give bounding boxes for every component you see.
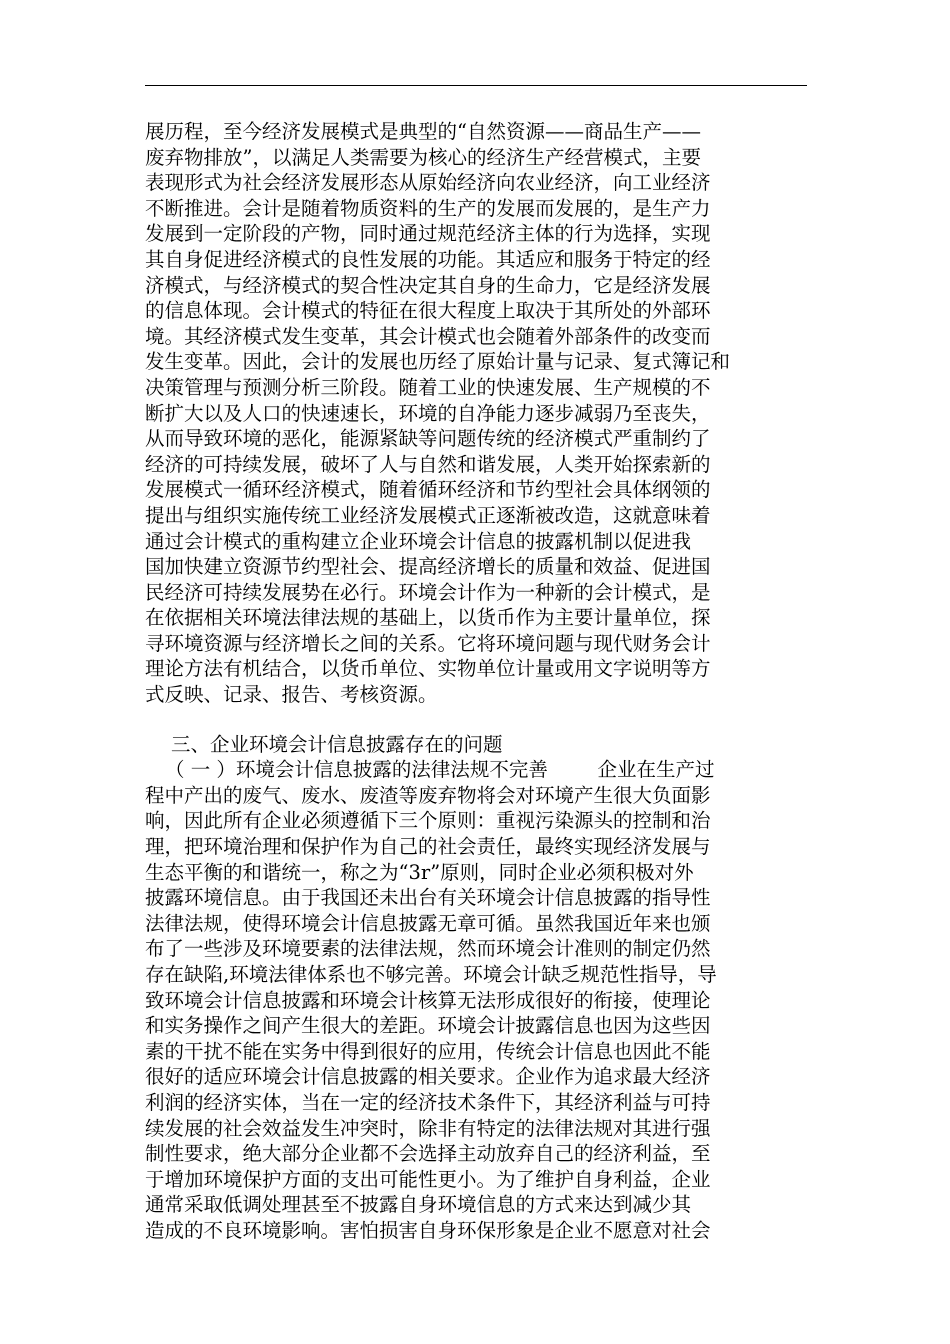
text-line: 其自身促进经济模式的良性发展的功能。其适应和服务于特定的经 bbox=[145, 247, 711, 271]
text-line: 续发展的社会效益发生冲突时，除非有特定的法律法规对其进行强 bbox=[145, 1116, 711, 1140]
header-rule bbox=[145, 85, 807, 86]
text-line: 寻环境资源与经济增长之间的关系。它将环境问题与现代财务会计 bbox=[145, 631, 711, 655]
text-line: 发展模式一循环经济模式，随着循环经济和节约型社会具体纲领的 bbox=[145, 478, 711, 502]
text-line: 济模式，与经济模式的契合性决定其自身的生命力，它是经济发展 bbox=[145, 273, 711, 297]
text-line: 国加快建立资源节约型社会、提高经济增长的质量和效益、促进国 bbox=[145, 555, 711, 579]
paragraph-gap bbox=[145, 708, 807, 732]
text-line: 民经济可持续发展势在必行。环境会计作为一种新的会计模式，是 bbox=[145, 580, 711, 604]
text-line: （ 一 ）环境会计信息披露的法律法规不完善 企业在生产过 bbox=[165, 758, 715, 782]
text-line: 不断推进。会计是随着物质资料的生产的发展而发展的，是生产力 bbox=[145, 196, 711, 220]
paragraph-2 bbox=[145, 757, 807, 1243]
text-line: 的信息体现。会计模式的特征在很大程度上取决于其所处的外部环 bbox=[145, 299, 711, 323]
text-line: 经济的可持续发展，破坏了人与自然和谐发展，人类开始探索新的 bbox=[145, 452, 711, 476]
text-line: 提出与组织实施传统工业经济发展模式正逐渐被改造，这就意味着 bbox=[145, 503, 711, 527]
text-line: 很好的适应环境会计信息披露的相关要求。企业作为追求最大经济 bbox=[145, 1065, 711, 1089]
text-line: 决策管理与预测分析三阶段。随着工业的快速发展、生产规模的不 bbox=[145, 375, 711, 399]
text-line: 存在缺陷,环境法律体系也不够完善。环境会计缺乏规范性指导，导 bbox=[145, 963, 717, 986]
text-line: 发展到一定阶段的产物，同时通过规范经济主体的行为选择，实现 bbox=[145, 222, 711, 246]
text-line: 在依据相关环境法律法规的基础上，以货币作为主要计量单位，探 bbox=[145, 606, 711, 630]
text-line: 境。其经济模式发生变革，其会计模式也会随着外部条件的改变而 bbox=[145, 324, 711, 348]
text-line: 素的干扰不能在实务中得到很好的应用，传统会计信息也因此不能 bbox=[145, 1039, 711, 1063]
text-line: 理论方法有机结合，以货币单位、实物单位计量或用文字说明等方 bbox=[145, 657, 711, 681]
text-line: 从而导致环境的恶化，能源紧缺等问题传统的经济模式严重制约了 bbox=[145, 427, 711, 451]
paragraph-1 bbox=[145, 119, 807, 708]
text-line: 通过会计模式的重构建立企业环境会计信息的披露机制以促进我 bbox=[145, 529, 692, 553]
text-line: 废弃物排放”，以满足人类需要为核心的经济生产经营模式，主要 bbox=[145, 145, 701, 169]
text-line: 致环境会计信息披露和环境会计核算无法形成很好的衔接，使理论 bbox=[145, 988, 711, 1012]
text-line: 响，因此所有企业必须遵循下三个原则：重视污染源头的控制和治 bbox=[145, 809, 711, 833]
document-body bbox=[145, 119, 807, 1244]
text-line: 生态平衡的和谐统一，称之为“3r”原则，同时企业必须积极对外 bbox=[145, 860, 694, 884]
text-line: 制性要求，绝大部分企业都不会选择主动放弃自己的经济利益，至 bbox=[145, 1142, 711, 1166]
text-line: 法律法规，使得环境会计信息披露无章可循。虽然我国近年来也颁 bbox=[145, 911, 711, 935]
text-line: 披露环境信息。由于我国还未出台有关环境会计信息披露的指导性 bbox=[145, 886, 711, 910]
text-line: 于增加环境保护方面的支出可能性更小。为了维护自身利益，企业 bbox=[145, 1167, 711, 1191]
text-line: 通常采取低调处理甚至不披露自身环境信息的方式来达到减少其 bbox=[145, 1193, 692, 1217]
text-line: 式反映、记录、报告、考核资源。 bbox=[145, 683, 438, 707]
text-line: 断扩大以及人口的快速速长，环境的自净能力逐步减弱乃至丧失， bbox=[145, 401, 711, 425]
text-line: 理，把环境治理和保护作为自己的社会责任，最终实现经济发展与 bbox=[145, 835, 711, 859]
section-heading: 三、企业环境会计信息披露存在的问题 bbox=[171, 732, 503, 756]
text-line: 布了一些涉及环境要素的法律法规，然而环境会计准则的制定仍然 bbox=[145, 937, 711, 961]
text-line: 造成的不良环境影响。害怕损害自身环保形象是企业不愿意对社会 bbox=[145, 1218, 711, 1242]
text-line: 利润的经济实体，当在一定的经济技术条件下，其经济利益与可持 bbox=[145, 1090, 711, 1114]
text-line: 程中产出的废气、废水、废渣等废弃物将会对环境产生很大负面影 bbox=[145, 783, 711, 807]
text-line: 表现形式为社会经济发展形态从原始经济向农业经济，向工业经济 bbox=[145, 171, 711, 195]
text-line: 发生变革。因此，会计的发展也历经了原始计量与记录、复式簿记和 bbox=[145, 350, 731, 374]
text-line: 和实务操作之间产生很大的差距。环境会计披露信息也因为这些因 bbox=[145, 1014, 711, 1038]
text-line: 展历程，至今经济发展模式是典型的“自然资源——商品生产—— bbox=[145, 120, 701, 143]
